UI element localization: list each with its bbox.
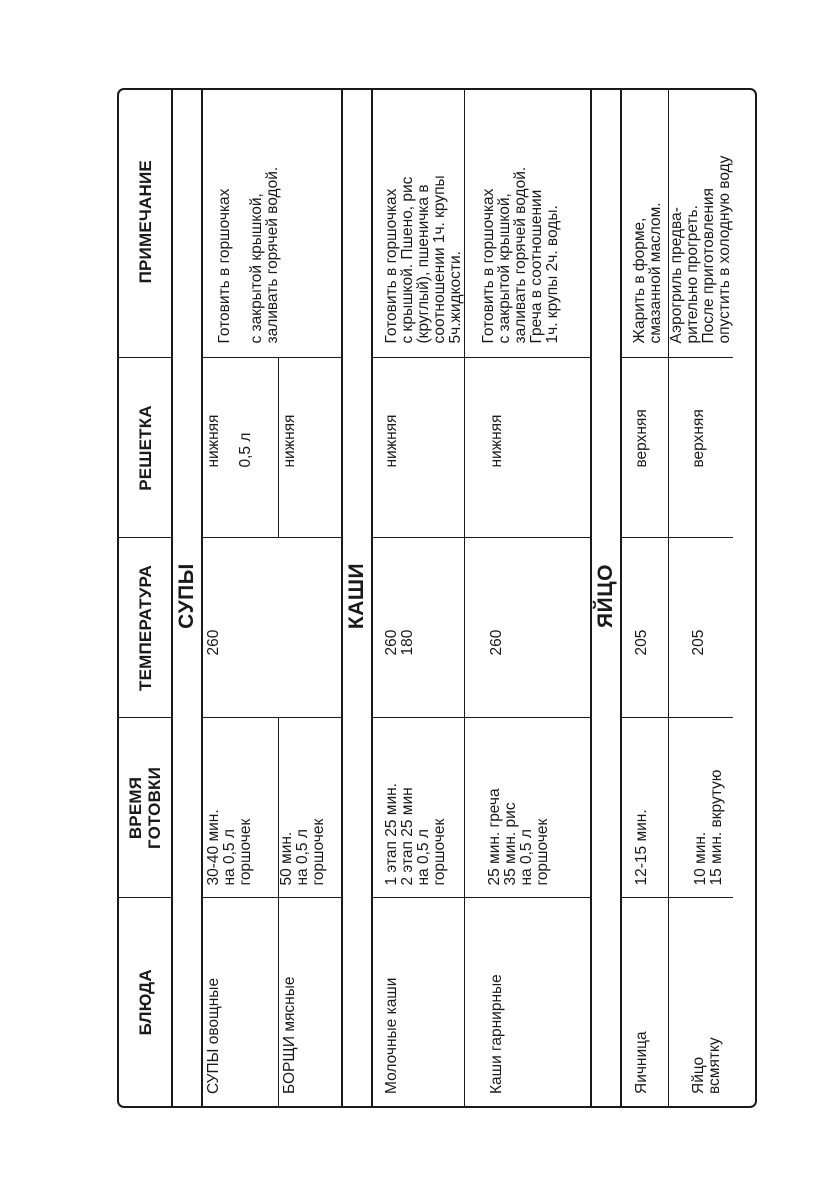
table-row [669, 88, 734, 1106]
section-title: СУПЫ [172, 88, 202, 1106]
time-cell: 1 этап 25 мин. 2 этап 25 мин на 0,5 л горшочек [372, 718, 465, 898]
time-cell: 25 мин. греча 35 мин. рис на 0,5 л горшочек [465, 718, 591, 898]
time-cell: 30-40 мин. на 0,5 л горшочек [202, 718, 278, 898]
table-row [202, 88, 278, 1106]
temperature-cell: 205 [669, 538, 734, 718]
rotated-table-container [119, 88, 757, 1106]
temperature-cell: 260 [465, 538, 591, 718]
section-title: КАШИ [342, 88, 372, 1106]
table-row [372, 88, 465, 1106]
note-cell: Аэрогриль предва- рительно прогреть. После приготовления опустить в холодную воду [669, 88, 734, 358]
time-cell: 10 мин. 15 мин. вкрутую [669, 718, 734, 898]
header-note: ПРИМЕЧАНИЕ [119, 88, 172, 358]
grid-cell: нижняя [372, 358, 465, 538]
dish-cell: Яичница [621, 898, 669, 1106]
grid-cell: нижняя [278, 358, 342, 538]
section-row-eggs [591, 88, 621, 1106]
header-time: ВРЕМЯ ГОТОВКИ [119, 718, 172, 898]
header-temperature: ТЕМПЕРАТУРА [119, 538, 172, 718]
note-cell: Готовить в горшочках с крышкой. Пшено, рис (круглый), пшеничка в соотношении 1ч. крупы 5ч.жидкости. [372, 88, 465, 358]
grid-cell: верхняя [669, 358, 734, 538]
section-row-porridges [342, 88, 372, 1106]
temperature-cell: 260 [202, 538, 342, 718]
table-row [465, 88, 591, 1106]
temperature-cell: 260 180 [372, 538, 465, 718]
dish-cell: БОРЩИ мясные [278, 898, 342, 1106]
grid-cell: нижняя 0,5 л [202, 358, 278, 538]
cooking-table [119, 88, 733, 1106]
header-row [119, 88, 172, 1106]
grid-cell: нижняя [465, 358, 591, 538]
temperature-cell: 205 [621, 538, 669, 718]
section-title: ЯЙЦО [591, 88, 621, 1106]
time-cell: 50 мин. на 0,5 л горшочек [278, 718, 342, 898]
note-cell: Жарить в форме, смазанной маслом. [621, 88, 669, 358]
table-frame [117, 88, 757, 1108]
header-grid: РЕШЕТКА [119, 358, 172, 538]
dish-cell: Молочные каши [372, 898, 465, 1106]
note-cell: Готовить в горшочках с закрытой крышкой, заливать горячей водой. [202, 88, 342, 358]
header-dish: БЛЮДА [119, 898, 172, 1106]
grid-cell: верхняя [621, 358, 669, 538]
table-row [621, 88, 669, 1106]
note-cell: Готовить в горшочках с закрытой крышкой, заливать горячей водой. Греча в соотношении 1ч. крупы 2ч. воды. [465, 88, 591, 358]
section-row-soups [172, 88, 202, 1106]
time-cell: 12-15 мин. [621, 718, 669, 898]
dish-cell: СУПЫ овощные [202, 898, 278, 1106]
dish-cell: Яйцо всмятку [669, 898, 734, 1106]
dish-cell: Каши гарнирные [465, 898, 591, 1106]
